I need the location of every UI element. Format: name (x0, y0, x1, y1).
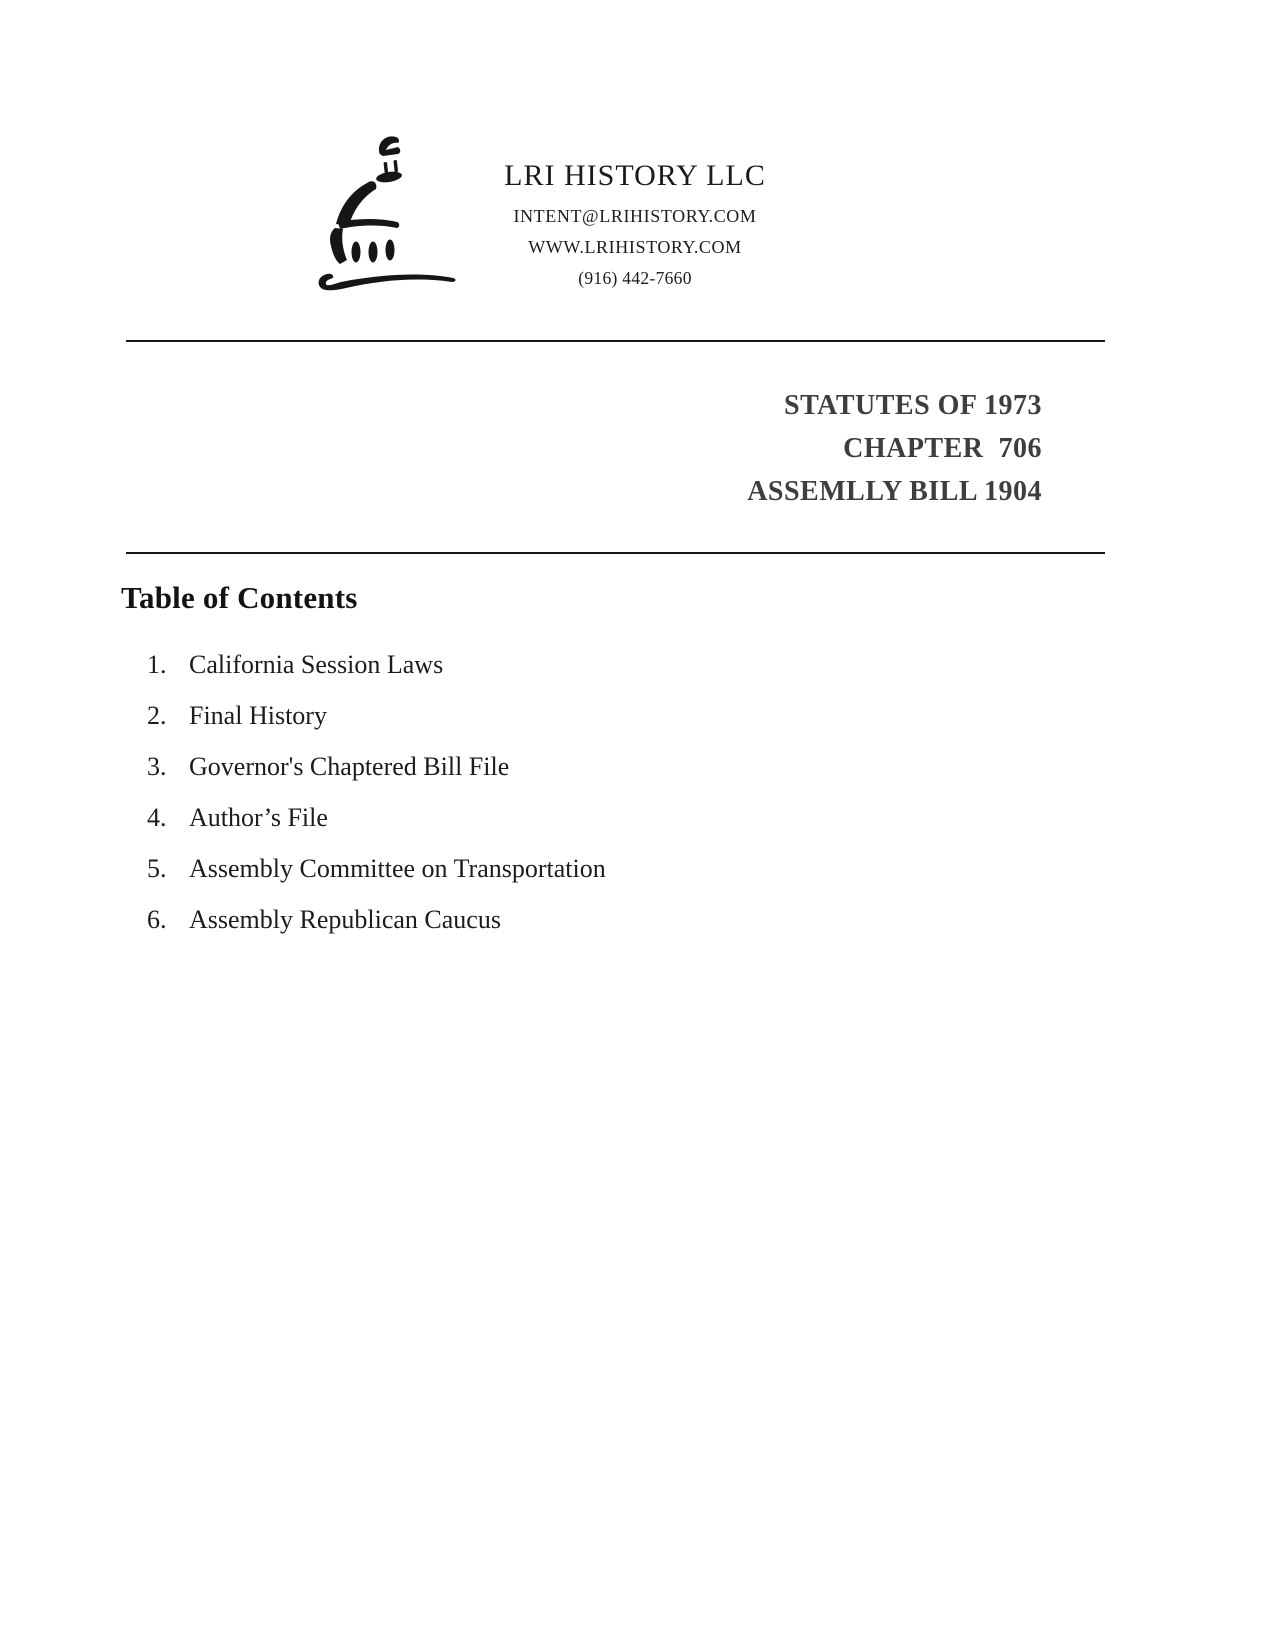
statutes-line: STATUTES OF 1973 (784, 390, 1042, 421)
case-reference-block (747, 384, 1042, 513)
logo-flag-shape (379, 136, 400, 156)
company-phone: (916) 442-7660 (578, 268, 692, 288)
toc-item-label: Final History (189, 700, 327, 730)
toc-item (147, 894, 606, 945)
toc-item-number: 6. (147, 904, 167, 934)
toc-item-label: Assembly Republican Caucus (189, 904, 501, 934)
toc-list (147, 639, 606, 945)
bill-line: ASSEMLLY BILL 1904 (747, 476, 1042, 507)
company-website: WWW.LRIHISTORY.COM (528, 237, 742, 257)
bottom-divider (126, 552, 1105, 554)
toc-item (147, 792, 606, 843)
top-divider (126, 340, 1105, 342)
toc-item (147, 639, 606, 690)
toc-item (147, 741, 606, 792)
company-name: LRI HISTORY LLC (504, 159, 766, 192)
toc-item-number: 3. (147, 751, 167, 781)
company-email: INTENT@LRIHISTORY.COM (513, 206, 757, 226)
toc-item-number: 5. (147, 853, 167, 883)
company-header (464, 157, 806, 293)
toc-item-label: Assembly Committee on Transportation (189, 853, 606, 883)
toc-item-number: 4. (147, 802, 167, 832)
toc-item (147, 843, 606, 894)
toc-item-label: Author’s File (189, 802, 328, 832)
capitol-dome-logo-icon (310, 133, 460, 296)
toc-item-number: 1. (147, 649, 167, 679)
toc-heading: Table of Contents (121, 580, 358, 615)
toc-item (147, 690, 606, 741)
toc-item-label: California Session Laws (189, 649, 444, 679)
toc-item-number: 2. (147, 700, 167, 730)
toc-item-label: Governor's Chaptered Bill File (189, 751, 510, 781)
chapter-line: CHAPTER 706 (843, 433, 1042, 464)
